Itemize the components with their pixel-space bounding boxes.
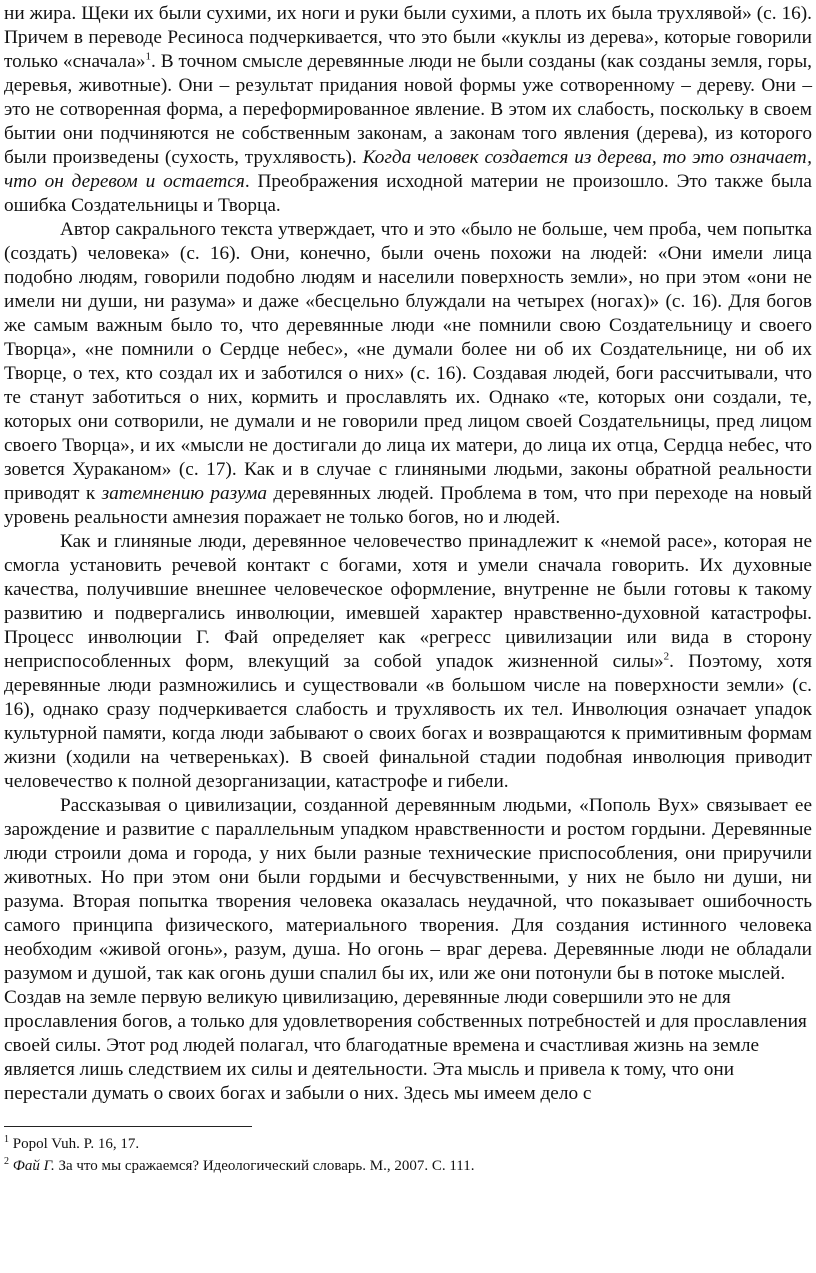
paragraph-text: Как и глиняные люди, деревянное человечество принадлежит к «немой расе», которая не смогла установить речевой контакт с богами, хотя и умели сначала говорить. Их духовные качества, получившие внешнее человеческое оформление, внутренне не были готовы к такому развитию и подвергались инволюции, имевшей характер нравственно-духовной катастрофы. Процесс инволюции Г. Фай определяет как «регресс цивилизации или вида в сторону неприспособленных форм, влекущий за собой упадок жизненной силы» [4,531,812,672]
footnote-text: За что мы сражаемся? Идеологический словарь. М., 2007. С. 111. [54,1158,475,1174]
paragraph-text: . Преображения исходной материи не произошло. Это также была ошибка Создательницы и Творца. [4,171,812,216]
paragraph-text: Рассказывая о цивилизации, созданной деревянным людьми, «Пополь Вух» связывает ее зарождение и развитие с параллельным упадком нравственности и ростом гордыни. Деревянные люди строили дома и города, у них были разные технические приспособления, они приручили животных. Но при этом они были гордыми и бесчувственными, у них не было ни души, ни разума. Вторая попытка творения человека оказалась неудачной, что показывает ошибочность самого принципа физического, материального творения. Для создания истинного человека необходим «живой огонь», разум, душа. Но огонь – враг дерева. Деревянные люди не обладали разумом и душой, так как огонь души спалил бы их, или же они потонули бы в потоке мыслей. [4,795,812,984]
footnote-author: Фай Г. [12,1158,55,1174]
paragraph [4,218,812,530]
footnote-ref: 2 [663,650,670,663]
emphasis-text: затемнению разума [101,483,268,504]
footnote-mark: 2 [4,1156,9,1167]
paragraph [4,2,812,218]
footnote-2 [4,1155,812,1177]
footnotes [4,1133,812,1177]
paragraph-text: Создав на земле первую великую цивилизацию, деревянные люди совершили это не для прославления богов, а только для удовлетворения собственных потребностей и для прославления своей силы. Этот род людей полагал, что благодатные времена и счастливая жизнь на земле является лишь следствием их силы и деятельности. Эта мысль и привела к тому, что они перестали думать о своих богах и забыли о них. Здесь мы имеем дело с [4,987,807,1104]
footnote-divider [4,1126,252,1127]
paragraph-text: . Поэтому, хотя деревянные люди размножились и существовали «в большом числе на поверхности земли» (с. 16), однако сразу подчеркивается слабость и трухлявость их тел. Инволюция означает упадок культурной памяти, когда люди забывают о своих богах и возвращаются к примитивным формам жизни (ходили на четвереньках). В своей финальной стадии подобная инволюция приводит человечество к полной дезорганизации, катастрофе и гибели. [4,651,813,792]
emphasis-text: Когда человек создается из дерева, то это означает, что он деревом и остается [4,147,812,192]
footnote-1 [4,1133,812,1155]
footnote-ref: 1 [145,50,151,63]
paragraph [4,986,812,1106]
footnote-mark: 1 [4,1134,9,1145]
paragraph-text: деревянных людей. Проблема в том, что при переходе на новый уровень реальности амнезия поражает не только богов, но и людей. [4,483,812,528]
paragraph-text: ни жира. Щеки их были сухими, их ноги и руки были сухими, а плоть их была трухлявой» (с. 16). Причем в переводе Ресиноса подчеркивается, что это были «куклы из дерева», которые говорили только «сначала» [4,3,812,72]
paragraph [4,530,812,794]
body-text [4,2,812,1106]
paragraph [4,794,812,986]
footnote-text: Popol Vuh. P. 16, 17. [12,1136,140,1152]
paragraph-text: . В точном смысле деревянные люди не были созданы (как созданы земля, горы, деревья, животные). Они – результат придания новой формы уже сотворенному – дереву. Они – это не сотворенная форма, а переформированное явление. В этом их слабость, поскольку в своем бытии они подчиняются не собственным законам, а законам того явления (дерева), из которого были произведены (сухость, трухлявость). [4,51,813,168]
paragraph-text: Автор сакрального текста утверждает, что и это «было не больше, чем проба, чем попытка (создать) человека» (с. 16). Они, конечно, были очень похожи на людей: «Они имели лица подобно людям, говорили подобно людям и населили поверхность земли», но при этом «они не имели ни души, ни разума» и даже «бесцельно блуждали на четырех (ногах)» (с. 16). Для богов же самым важным было то, что деревянные люди «не помнили свою Создательницу и своего Творца», «не помнили о Сердце небес», «не думали более ни об их Создательнице, ни об их Творце, о тех, кто создал их и заботился о них» (с. 16). Создавая людей, боги рассчитывали, что те станут заботиться о них, кормить и прославлять их. Однако «те, которых они создали, те, которых они сотворили, не думали и не говорили пред лицом своей Создательницы, пред лицом своего Творца», и их «мысли не достигали до лица их матери, до лица их отца, Сердца небес, что зовется Хураканом» (с. 17). Как и в случае с глиняными людьми, законы обратной реальности приводят к [4,219,812,504]
